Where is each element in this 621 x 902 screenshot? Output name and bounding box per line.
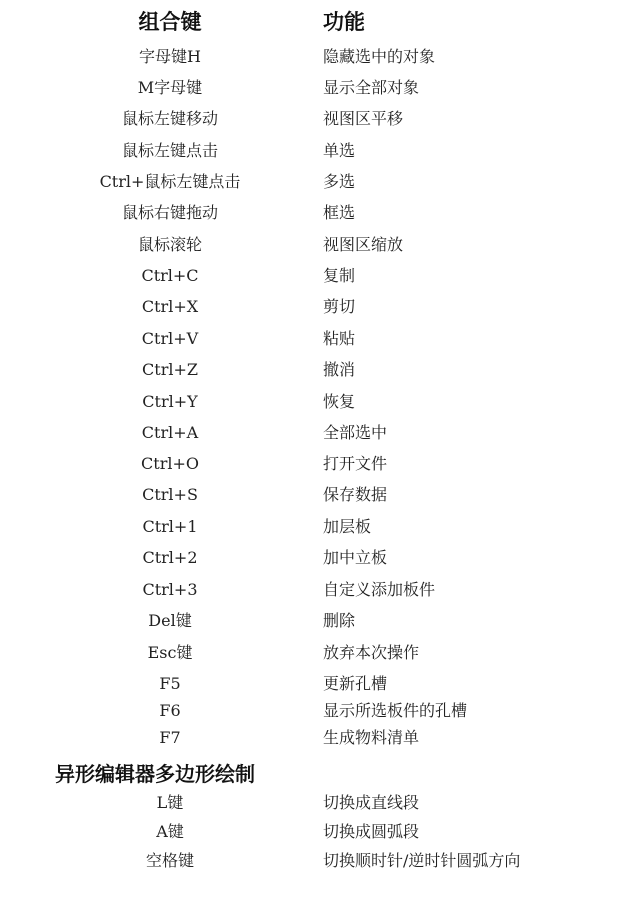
- shortcut-key: 鼠标左键点击: [121, 141, 218, 160]
- shortcut-key: Ctrl+A: [141, 423, 199, 442]
- shortcut-function: 视图区缩放: [323, 235, 404, 254]
- table-row: [0, 847, 621, 875]
- shortcut-key: Ctrl+X: [141, 297, 199, 316]
- table-row: [0, 199, 621, 227]
- section-title-polygon-editor: 异形编辑器多边形绘制: [55, 762, 255, 786]
- shortcut-key: 鼠标滚轮: [137, 235, 202, 254]
- shortcut-key: Ctrl+C: [141, 266, 199, 285]
- shortcut-key: Ctrl+3: [142, 580, 198, 599]
- shortcut-key: Ctrl+1: [142, 517, 198, 536]
- table-row: [0, 513, 621, 541]
- shortcut-key: F7: [159, 728, 181, 747]
- table-row: [0, 544, 621, 572]
- shortcut-key: Ctrl+O: [141, 454, 199, 473]
- table-row: [0, 262, 621, 290]
- table-row: [0, 388, 621, 416]
- table-row: [0, 168, 621, 196]
- shortcut-key: M字母键: [137, 78, 203, 97]
- table-row: [0, 419, 621, 447]
- shortcut-function: 加中立板: [323, 548, 388, 567]
- shortcut-key: Ctrl+鼠标左键点击: [99, 172, 241, 191]
- table-row: [0, 607, 621, 635]
- shortcut-function: 自定义添加板件: [323, 580, 436, 599]
- shortcut-function: 剪切: [323, 297, 356, 316]
- shortcut-function: 打开文件: [323, 454, 388, 473]
- shortcut-function: 隐藏选中的对象: [323, 47, 436, 66]
- table-row: [0, 818, 621, 846]
- table-row: [0, 356, 621, 384]
- shortcut-function: 保存数据: [323, 485, 388, 504]
- shortcut-function: 生成物料清单: [323, 728, 420, 747]
- shortcut-function: 更新孔槽: [323, 674, 388, 693]
- shortcut-key: 字母键H: [139, 47, 201, 66]
- shortcut-key: A键: [156, 822, 184, 841]
- shortcut-function: 粘贴: [323, 329, 356, 348]
- shortcut-function: 复制: [323, 266, 356, 285]
- shortcut-key: Del键: [148, 611, 192, 630]
- shortcut-function: 多选: [323, 172, 356, 191]
- table-row: [0, 293, 621, 321]
- table-row: [0, 670, 621, 698]
- shortcut-key: Esc键: [147, 643, 193, 662]
- table-row: [0, 576, 621, 604]
- table-row: [0, 325, 621, 353]
- table-row: [0, 74, 621, 102]
- shortcut-function: 切换成直线段: [323, 793, 420, 812]
- shortcut-function: 放弃本次操作: [323, 643, 420, 662]
- header-key-column: 组合键: [138, 10, 202, 34]
- shortcut-function: 删除: [323, 611, 356, 630]
- shortcut-key: F5: [159, 674, 181, 693]
- table-row: [0, 481, 621, 509]
- shortcut-function: 切换顺时针/逆时针圆弧方向: [323, 851, 521, 870]
- shortcut-key: 空格键: [145, 851, 194, 870]
- shortcut-key: Ctrl+S: [142, 485, 198, 504]
- table-row: [0, 450, 621, 478]
- table-row: [0, 231, 621, 259]
- shortcut-function: 切换成圆弧段: [323, 822, 420, 841]
- table-header: [0, 6, 621, 38]
- shortcut-key: Ctrl+Z: [142, 360, 198, 379]
- shortcut-key: L键: [156, 793, 184, 812]
- shortcut-function: 加层板: [323, 517, 372, 536]
- table-row: [0, 639, 621, 667]
- shortcut-function: 显示全部对象: [323, 78, 420, 97]
- table-row: [0, 43, 621, 71]
- shortcut-function: 撤消: [323, 360, 356, 379]
- shortcut-key: Ctrl+Y: [142, 392, 198, 411]
- shortcut-function: 视图区平移: [323, 109, 404, 128]
- shortcut-key: 鼠标右键拖动: [121, 203, 218, 222]
- shortcut-key: Ctrl+V: [141, 329, 199, 348]
- table-row: [0, 789, 621, 817]
- shortcut-key: F6: [159, 701, 181, 720]
- table-row: [0, 137, 621, 165]
- shortcut-function: 全部选中: [323, 423, 388, 442]
- header-function-column: 功能: [323, 10, 365, 34]
- shortcut-key: 鼠标左键移动: [121, 109, 218, 128]
- shortcut-function: 恢复: [323, 392, 356, 411]
- shortcut-function: 单选: [323, 141, 356, 160]
- table-row: [0, 105, 621, 133]
- table-row: [0, 724, 621, 752]
- shortcut-function: 框选: [323, 203, 356, 222]
- shortcut-function: 显示所选板件的孔槽: [323, 701, 468, 720]
- shortcut-key: Ctrl+2: [142, 548, 198, 567]
- table-row: [0, 697, 621, 725]
